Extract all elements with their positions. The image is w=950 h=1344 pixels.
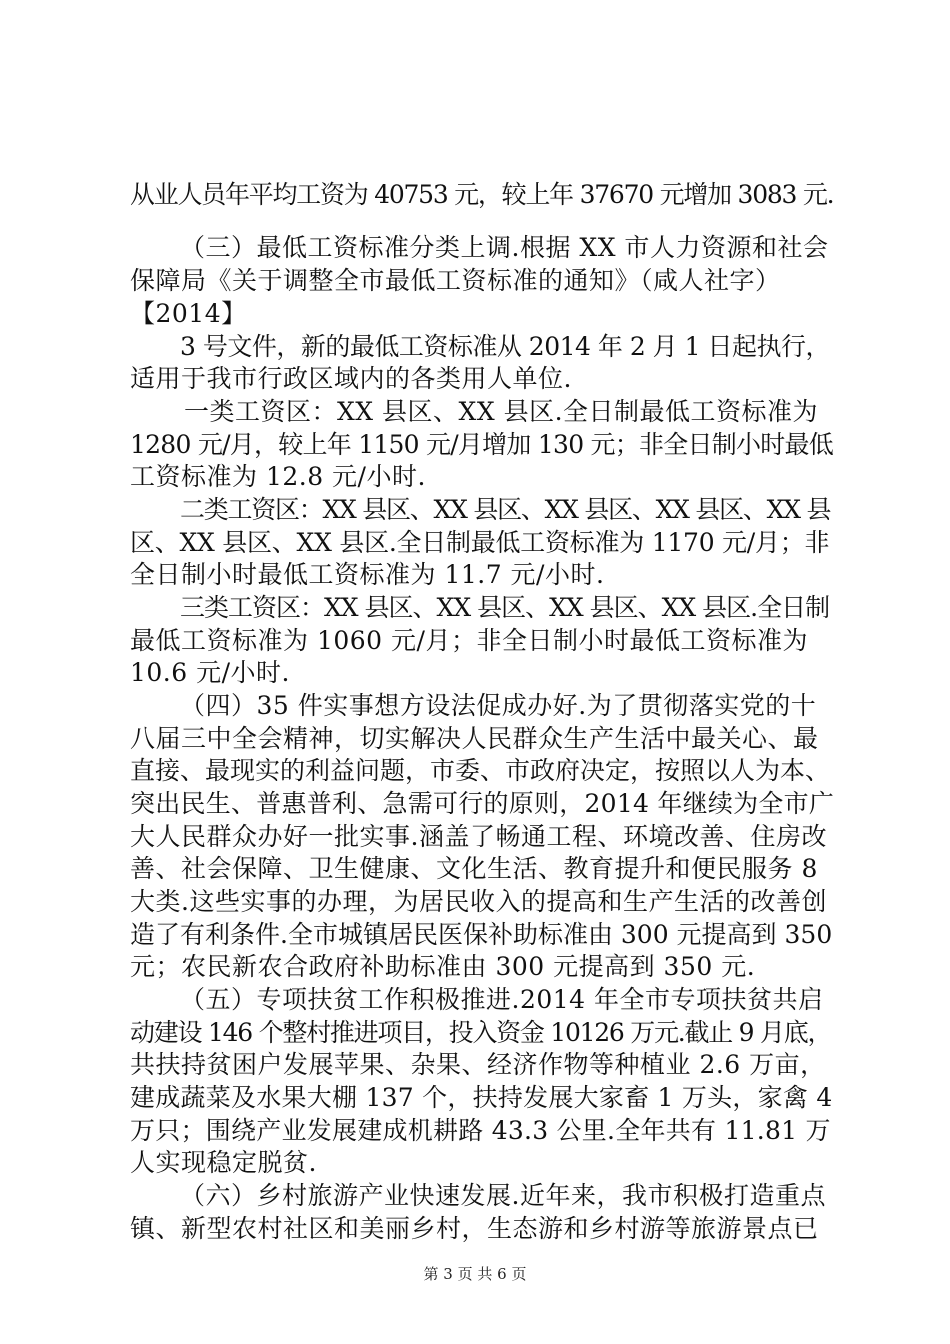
text-line: 保障局《关于调整全市最低工资标准的通知》（咸人社字） [130, 266, 781, 295]
text-line: 突出民生、普惠普利、急需可行的原则，2014 年继续为全市广 [130, 789, 835, 818]
text-line: 直接、最现实的利益问题，市委、市政府决定，按照以人为本、 [130, 756, 831, 785]
text-line: 三类工资区：XX 县区、XX 县区、XX 县区、XX 县区.全日制 [180, 593, 830, 622]
text-line: 工资标准为 12.8 元/小时. [130, 462, 426, 491]
text-line: 元；农民新农合政府补助标准由 300 元提高到 350 元. [130, 952, 756, 981]
text-line: （五）专项扶贫工作积极推进.2014 年全市专项扶贫共启 [180, 985, 824, 1014]
text-line: 造了有利条件.全市城镇居民医保补助标准由 300 元提高到 350 [130, 920, 833, 949]
text-line: （四）35 件实事想方设法促成办好.为了贯彻落实党的十 [180, 691, 817, 720]
text-line: 1280 元/月，较上年 1150 元/月增加 130 元；非全日制小时最低 [130, 430, 834, 459]
text-line: 人实现稳定脱贫. [130, 1148, 317, 1177]
text-line: 万只；围绕产业发展建成机耕路 43.3 公里.全年共有 11.81 万 [130, 1116, 831, 1145]
text-line: 八届三中全会精神，切实解决人民群众生产生活中最关心、最 [130, 724, 819, 753]
text-line: 镇、新型农村社区和美丽乡村，生态游和乡村游等旅游景点已 [130, 1214, 819, 1243]
text-line: 适用于我市行政区域内的各类用人单位. [130, 364, 572, 393]
text-line: 动建设 146 个整村推进项目，投入资金 10126 万元.截止 9 月底， [130, 1018, 832, 1047]
text-line: 【2014】 [130, 299, 247, 328]
text-line: 全日制小时最低工资标准为 11.7 元/小时. [130, 560, 605, 589]
text-line: 大人民群众办好一批实事.涵盖了畅通工程、环境改善、住房改 [130, 822, 827, 851]
text-line: 善、社会保障、卫生健康、文化生活、教育提升和便民服务 8 [130, 854, 818, 883]
text-line: 建成蔬菜及水果大棚 137 个，扶持发展大家畜 1 万头，家禽 4 [130, 1083, 833, 1112]
text-line: 大类.这些实事的办理，为居民收入的提高和生产生活的改善创 [130, 887, 827, 916]
text-line: 3 号文件，新的最低工资标准从 2014 年 2 月 1 日起执行， [180, 332, 830, 361]
text-line: 最低工资标准为 1060 元/月；非全日制小时最低工资标准为 [130, 626, 808, 655]
text-line: （三）最低工资标准分类上调.根据 XX 市人力资源和社会 [180, 233, 829, 262]
text-line: 区、XX 县区、XX 县区.全日制最低工资标准为 1170 元/月；非 [130, 528, 830, 557]
text-line: （六）乡村旅游产业快速发展.近年来，我市积极打造重点 [180, 1181, 826, 1210]
text-line: 共扶持贫困户发展苹果、杂果、经济作物等种植业 2.6 万亩， [130, 1050, 826, 1079]
text-line: 一类工资区：XX 县区、XX 县区.全日制最低工资标准为 [184, 397, 819, 426]
text-line: 从业人员年平均工资为 40753 元，较上年 37670 元增加 3083 元. [130, 180, 834, 209]
page-footer: 第 3 页 共 6 页 [423, 1265, 527, 1283]
text-line: 二类工资区：XX 县区、XX 县区、XX 县区、XX 县区、XX 县 [180, 495, 831, 524]
text-line: 10.6 元/小时. [130, 658, 290, 687]
